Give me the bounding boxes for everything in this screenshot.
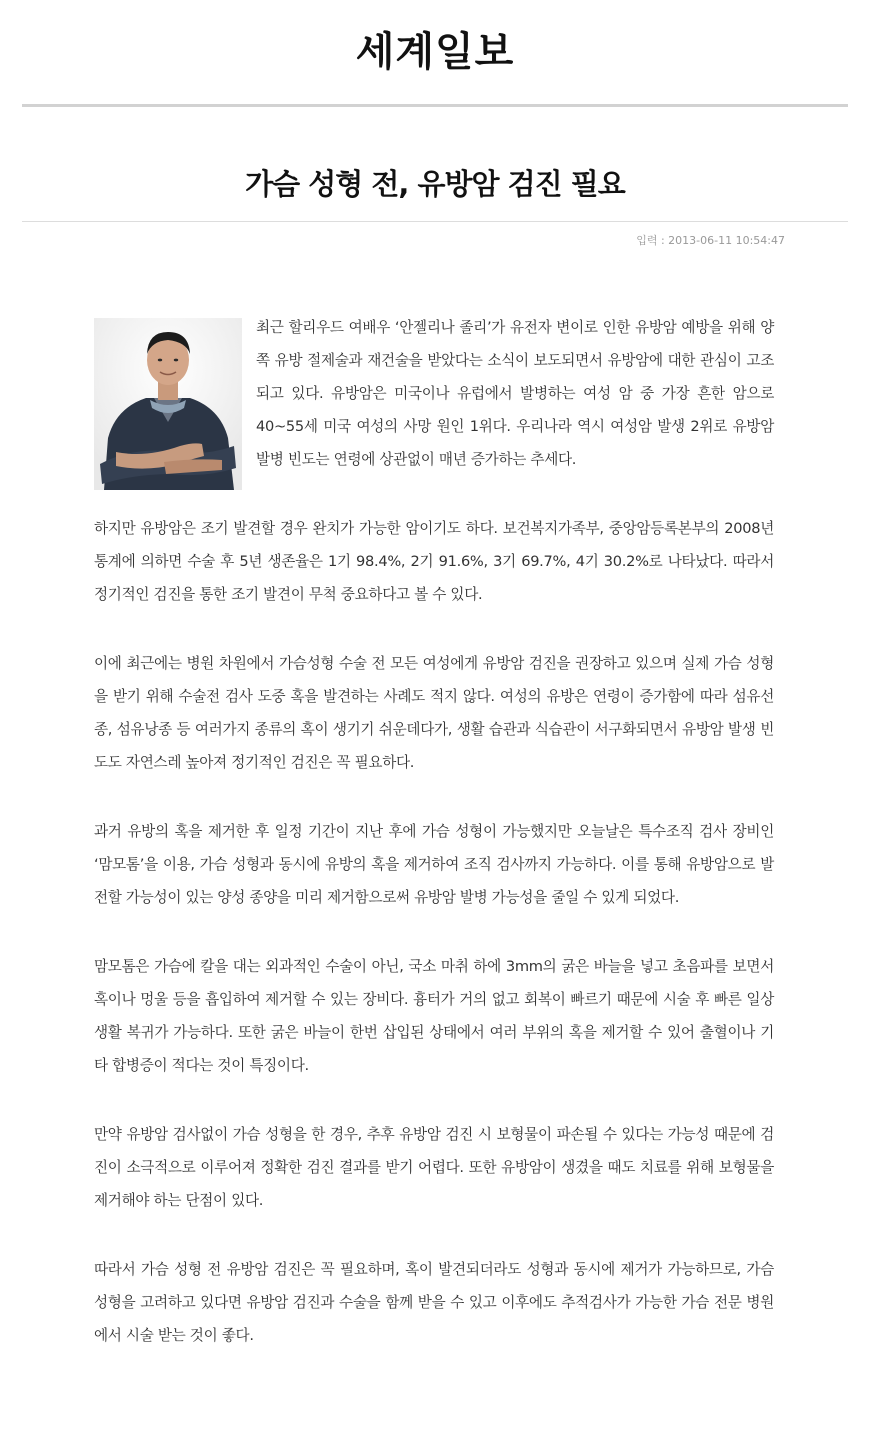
paragraph: 따라서 가슴 성형 전 유방암 검진은 꼭 필요하며, 혹이 발견되더라도 성형과 동시에 제거가 가능하므로, 가슴 성형을 고려하고 있다면 유방암 검진과 수술을 함께 받을 수 있고 이후에도 추적검사가 가능한 가슴 전문 병원에서 시술 받는 것이 좋다. xyxy=(94,1261,774,1344)
article-body xyxy=(94,311,774,1388)
paragraph: 최근 할리우드 여배우 ‘안젤리나 졸리’가 유전자 변이로 인한 유방암 예방을 위해 양쪽 유방 절제술과 재건술을 받았다는 소식이 보도되면서 유방암에 대한 관심이 고조되고 있다. 유방암은 미국이나 유럽에서 발병하는 여성 암 중 가장 흔한 암으로 40~55세 미국 여성의 사망 원인 1위다. 우리나라 역시 여성암 발생 2위로 유방암 발병 빈도는 연령에 상관없이 매년 증가하는 추세다. xyxy=(256,319,774,468)
paragraph: 만약 유방암 검사없이 가슴 성형을 한 경우, 추후 유방암 검진 시 보형물이 파손될 수 있다는 가능성 때문에 검진이 소극적으로 이루어져 정확한 검진 결과를 받기 어렵다. 또한 유방암이 생겼을 때도 치료를 위해 보형물을 제거해야 하는 단점이 있다. xyxy=(94,1126,774,1209)
paragraph: 과거 유방의 혹을 제거한 후 일정 기간이 지난 후에 가슴 성형이 가능했지만 오늘날은 특수조직 검사 장비인 ‘맘모톰’을 이용, 가슴 성형과 동시에 유방의 혹을 제거하여 조직 검사까지 가능하다. 이를 통해 유방암으로 발전할 가능성이 있는 양성 종양을 미리 제거함으로써 유방암 발병 가능성을 줄일 수 있게 되었다. xyxy=(94,823,774,906)
paragraph: 이에 최근에는 병원 차원에서 가슴성형 수술 전 모든 여성에게 유방암 검진을 권장하고 있으며 실제 가슴 성형을 받기 위해 수술전 검사 도중 혹을 발견하는 사례도 적지 않다. 여성의 유방은 연령이 증가함에 따라 섬유선종, 섬유낭종 등 여러가지 종류의 혹이 생기기 쉬운데다가, 생활 습관과 식습관이 서구화되면서 유방암 발생 빈도도 자연스레 높아져 정기적인 검진은 꼭 필요하다. xyxy=(94,655,774,771)
paragraph: 맘모톰은 가슴에 칼을 대는 외과적인 수술이 아닌, 국소 마취 하에 3mm의 굵은 바늘을 넣고 초음파를 보면서 혹이나 멍울 등을 흡입하여 제거할 수 있는 장비다. 흉터가 거의 없고 회복이 빠르기 때문에 시술 후 빠른 일상생활 복귀가 가능하다. 또한 굵은 바늘이 한번 삽입된 상태에서 여러 부위의 혹을 제거할 수 있어 출혈이나 기타 합병증이 적다는 것이 특징이다. xyxy=(94,958,774,1074)
doctor-photo xyxy=(94,318,242,490)
paragraph: 하지만 유방암은 조기 발견할 경우 완치가 가능한 암이기도 하다. 보건복지가족부, 중앙암등록본부의 2008년 통계에 의하면 수술 후 5년 생존율은 1기 98.4%, 2기 91.6%, 3기 69.7%, 4기 30.2%로 나타났다. 따라서 정기적인 검진을 통한 조기 발견이 무척 중요하다고 볼 수 있다. xyxy=(94,520,774,603)
headline-divider xyxy=(22,221,848,222)
article-headline: 가슴 성형 전, 유방암 검진 필요 xyxy=(245,167,625,202)
publish-date: 입력 : 2013-06-11 10:54:47 xyxy=(636,234,785,247)
newspaper-logo[interactable]: 세계일보 xyxy=(355,28,515,75)
header-divider xyxy=(22,104,848,107)
